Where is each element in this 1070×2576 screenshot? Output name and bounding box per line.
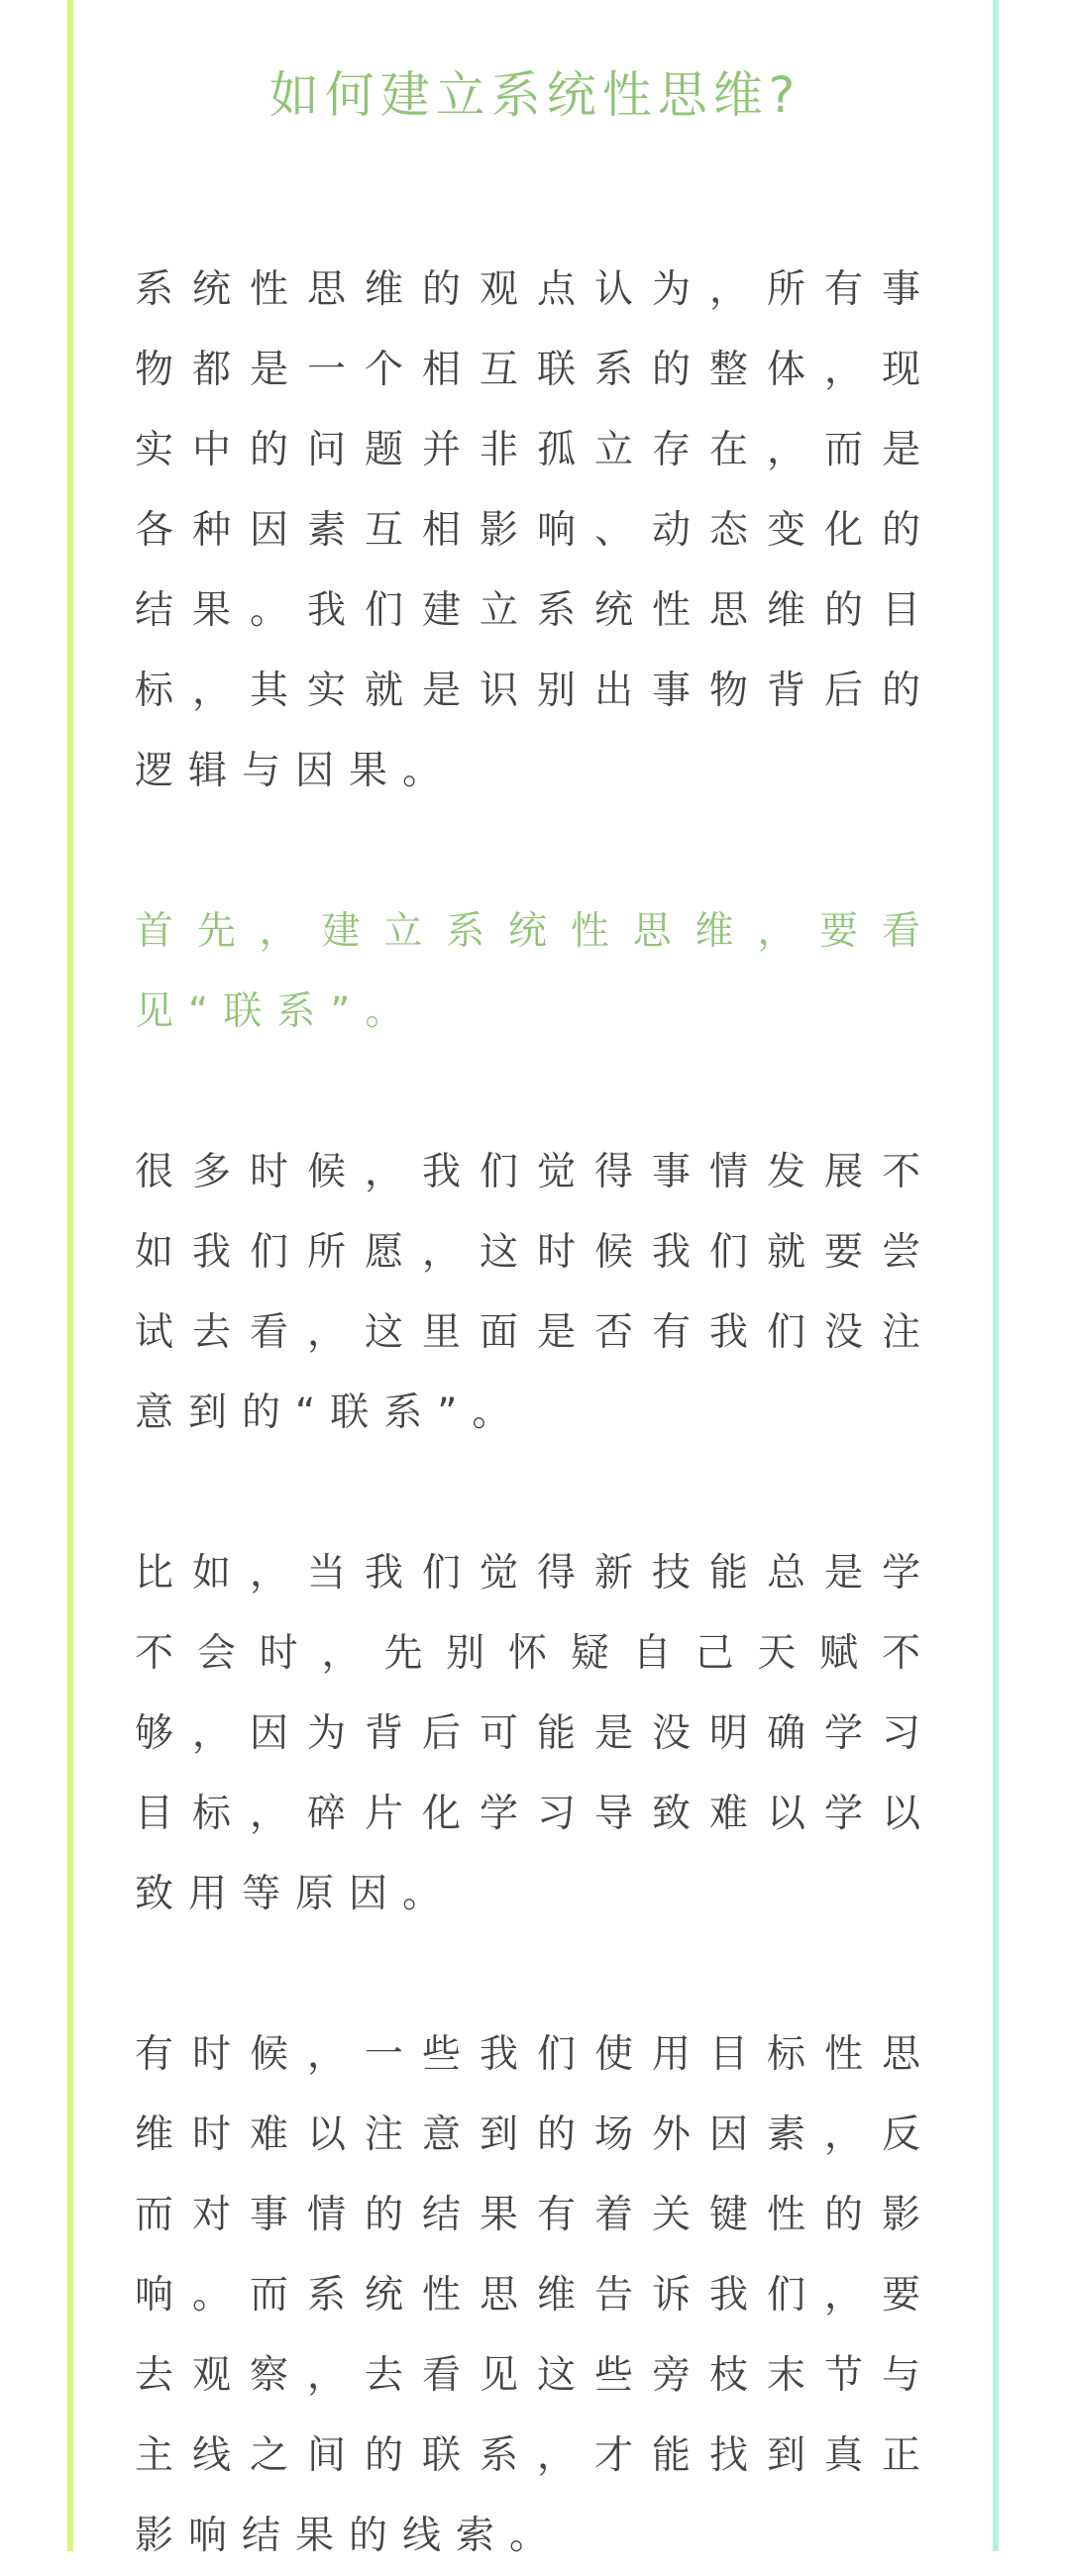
paragraph-example: 比如，当我们觉得新技能总是学不会时，先别怀疑自己天赋不够，因为背后可能是没明确学习目标，碎片化学习导致难以学以致用等原因。 [135,1551,935,1916]
paragraph-external-factors: 有时候，一些我们使用目标性思维时难以注意到的场外因素，反而对事情的结果有着关键性的影响。而系统性思维告诉我们，要去观察，去看见这些旁枝末节与主线之间的联系，才能找到真正影响结果的线索。 [135,2032,935,2558]
paragraph-highlight-heading: 首先，建立系统性思维，要看见“联系”。 [135,909,935,1034]
paragraph-intro: 系统性思维的观点认为，所有事物都是一个相互联系的整体，现实中的问题并非孤立存在，而是各种因素互相影响、动态变化的结果。我们建立系统性思维的目标，其实就是识别出事物背后的逻辑与因果。 [135,267,935,793]
article-content [135,0,935,2576]
paragraph-connections: 很多时候，我们觉得事情发展不如我们所愿，这时候我们就要尝试去看，这里面是否有我们没注意到的“联系”。 [135,1150,935,1435]
article-title: 如何建立系统性思维? [268,66,802,124]
